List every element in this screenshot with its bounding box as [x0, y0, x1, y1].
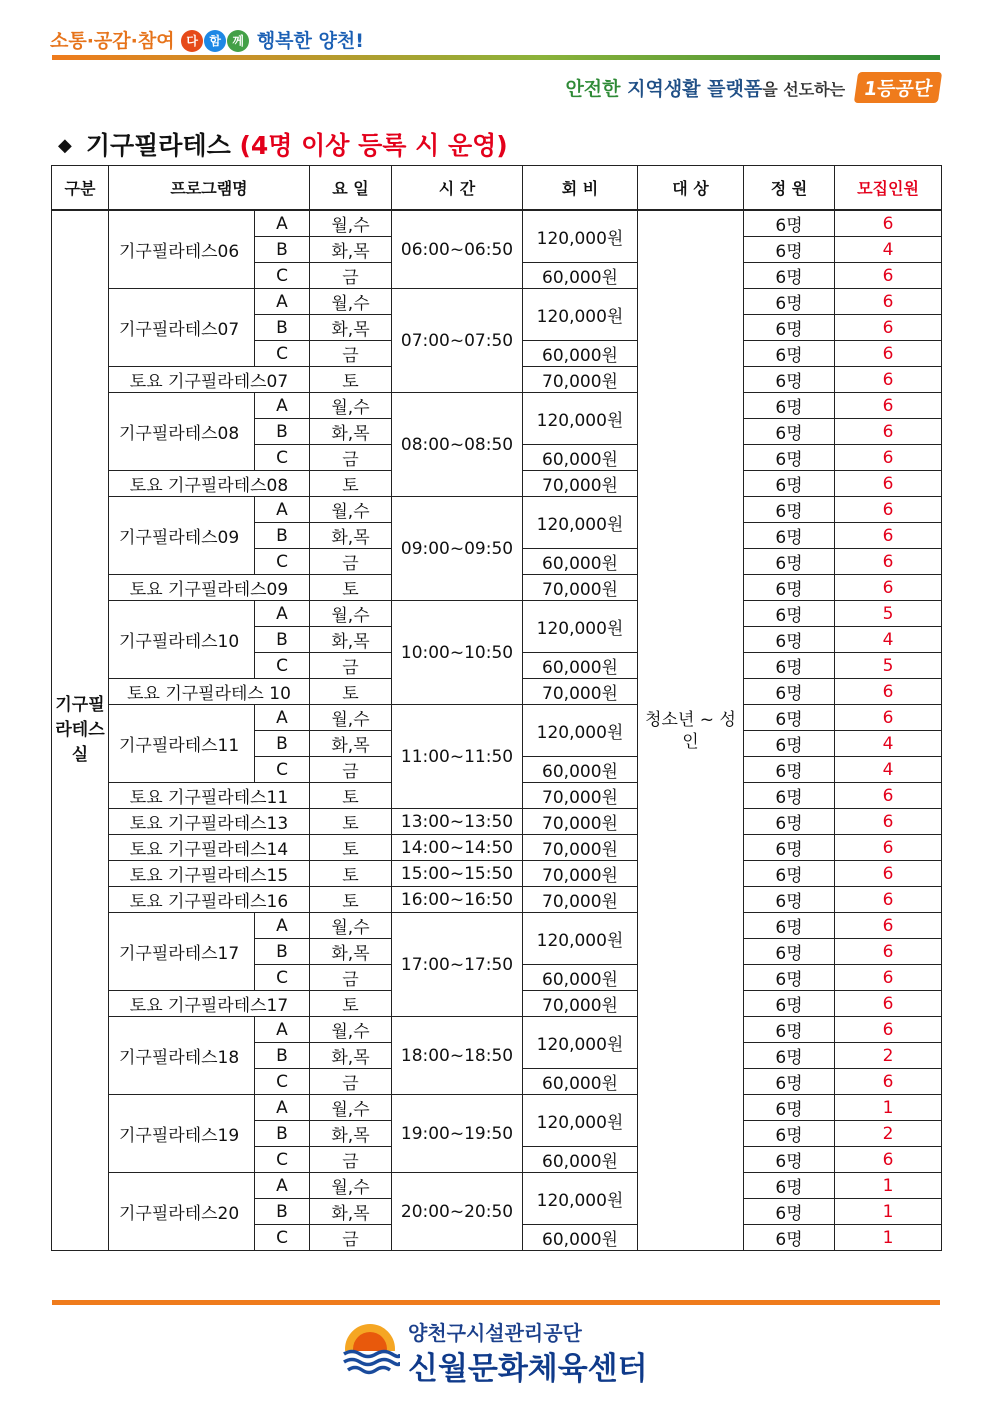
class-letter: C [255, 445, 310, 471]
fee-cell: 70,000원 [523, 991, 638, 1017]
recruit-cell: 2 [835, 1043, 942, 1069]
fee-cell: 120,000원 [523, 1095, 638, 1147]
class-letter: C [255, 341, 310, 367]
saturday-program-name: 토요 기구필라테스16 [109, 887, 310, 913]
slogan-badge: 께 [227, 30, 249, 52]
capacity-cell: 6명 [744, 289, 835, 315]
fee-cell: 70,000원 [523, 887, 638, 913]
fee-cell: 60,000원 [523, 757, 638, 783]
footer-center-name: 신월문화체육센터 [408, 1351, 648, 1387]
time-cell: 07:00~07:50 [392, 289, 523, 393]
time-cell: 06:00~06:50 [392, 210, 523, 289]
recruit-cell: 1 [835, 1199, 942, 1225]
fee-cell: 60,000원 [523, 653, 638, 679]
fee-cell: 70,000원 [523, 809, 638, 835]
recruit-cell: 6 [835, 783, 942, 809]
schedule-table [51, 165, 942, 1251]
day-cell: 화,목 [310, 1199, 392, 1225]
recruit-cell: 5 [835, 653, 942, 679]
class-letter: A [255, 1173, 310, 1199]
table-row [52, 705, 942, 731]
program-name: 기구필라테스17 [109, 913, 255, 991]
day-cell: 월,수 [310, 393, 392, 419]
footer-divider [52, 1300, 940, 1305]
time-cell: 19:00~19:50 [392, 1095, 523, 1173]
recruit-cell: 6 [835, 315, 942, 341]
day-cell: 화,목 [310, 939, 392, 965]
recruit-cell: 4 [835, 731, 942, 757]
class-letter: B [255, 237, 310, 263]
fee-cell: 60,000원 [523, 1225, 638, 1251]
capacity-cell: 6명 [744, 601, 835, 627]
day-cell: 월,수 [310, 1017, 392, 1043]
table-row [52, 601, 942, 627]
target-cell: 청소년 ~ 성 인 [638, 210, 744, 1251]
table-row [52, 393, 942, 419]
recruit-cell: 6 [835, 341, 942, 367]
recruit-cell: 4 [835, 627, 942, 653]
recruit-cell: 6 [835, 705, 942, 731]
day-cell: 화,목 [310, 1043, 392, 1069]
day-cell: 월,수 [310, 210, 392, 237]
day-cell: 토 [310, 991, 392, 1017]
fee-cell: 120,000원 [523, 497, 638, 549]
class-letter: C [255, 1147, 310, 1173]
header-target: 대 상 [638, 166, 744, 211]
class-letter: B [255, 315, 310, 341]
program-name: 기구필라테스11 [109, 705, 255, 783]
saturday-program-name: 토요 기구필라테스13 [109, 809, 310, 835]
table-row [52, 497, 942, 523]
class-letter: C [255, 1069, 310, 1095]
class-letter: A [255, 1095, 310, 1121]
class-letter: B [255, 731, 310, 757]
slogan-badge: 다 [181, 30, 203, 52]
day-cell: 금 [310, 341, 392, 367]
capacity-cell: 6명 [744, 523, 835, 549]
table-row [52, 1173, 942, 1199]
class-letter: B [255, 1121, 310, 1147]
day-cell: 금 [310, 1147, 392, 1173]
header-fee: 회 비 [523, 166, 638, 211]
day-cell: 금 [310, 445, 392, 471]
table-row [52, 913, 942, 939]
saturday-program-name: 토요 기구필라테스08 [109, 471, 310, 497]
day-cell: 화,목 [310, 1121, 392, 1147]
class-letter: C [255, 965, 310, 991]
capacity-cell: 6명 [744, 263, 835, 289]
time-cell: 13:00~13:50 [392, 809, 523, 835]
day-cell: 화,목 [310, 315, 392, 341]
capacity-cell: 6명 [744, 913, 835, 939]
capacity-cell: 6명 [744, 809, 835, 835]
capacity-cell: 6명 [744, 471, 835, 497]
recruit-cell: 6 [835, 575, 942, 601]
day-cell: 토 [310, 367, 392, 393]
program-name: 기구필라테스19 [109, 1095, 255, 1173]
capacity-cell: 6명 [744, 757, 835, 783]
class-letter: B [255, 627, 310, 653]
capacity-cell: 6명 [744, 497, 835, 523]
capacity-cell: 6명 [744, 861, 835, 887]
time-cell: 17:00~17:50 [392, 913, 523, 1017]
day-cell: 금 [310, 1069, 392, 1095]
diamond-bullet-icon: ◆ [58, 135, 72, 156]
recruit-cell: 6 [835, 835, 942, 861]
time-cell: 08:00~08:50 [392, 393, 523, 497]
program-name: 기구필라테스20 [109, 1173, 255, 1251]
capacity-cell: 6명 [744, 627, 835, 653]
fee-cell: 60,000원 [523, 445, 638, 471]
class-letter: B [255, 1043, 310, 1069]
fee-cell: 120,000원 [523, 1017, 638, 1069]
slogan-badge: 함 [204, 30, 226, 52]
fee-cell: 120,000원 [523, 601, 638, 653]
day-cell: 토 [310, 783, 392, 809]
day-cell: 토 [310, 835, 392, 861]
recruit-cell: 4 [835, 757, 942, 783]
saturday-program-name: 토요 기구필라테스07 [109, 367, 310, 393]
class-letter: C [255, 1225, 310, 1251]
vision-badge: 1등공단 [854, 72, 943, 103]
table-row [52, 1017, 942, 1043]
fee-cell: 60,000원 [523, 1147, 638, 1173]
fee-cell: 70,000원 [523, 835, 638, 861]
recruit-cell: 5 [835, 601, 942, 627]
fee-cell: 120,000원 [523, 393, 638, 445]
day-cell: 화,목 [310, 419, 392, 445]
day-cell: 금 [310, 549, 392, 575]
capacity-cell: 6명 [744, 575, 835, 601]
fee-cell: 120,000원 [523, 210, 638, 263]
capacity-cell: 6명 [744, 419, 835, 445]
capacity-cell: 6명 [744, 1225, 835, 1251]
title-note: (4명 이상 등록 시 운영) [239, 131, 508, 160]
fee-cell: 60,000원 [523, 549, 638, 575]
day-cell: 토 [310, 887, 392, 913]
vision-small-text: 을 선도하는 [762, 80, 846, 99]
day-cell: 금 [310, 653, 392, 679]
recruit-cell: 6 [835, 861, 942, 887]
day-cell: 월,수 [310, 913, 392, 939]
table-row [52, 210, 942, 237]
recruit-cell: 2 [835, 1121, 942, 1147]
saturday-program-name: 토요 기구필라테스 10 [109, 679, 310, 705]
saturday-program-name: 토요 기구필라테스17 [109, 991, 310, 1017]
day-cell: 토 [310, 809, 392, 835]
day-cell: 월,수 [310, 601, 392, 627]
time-cell: 10:00~10:50 [392, 601, 523, 705]
day-cell: 화,목 [310, 627, 392, 653]
capacity-cell: 6명 [744, 887, 835, 913]
class-letter: B [255, 1199, 310, 1225]
capacity-cell: 6명 [744, 835, 835, 861]
capacity-cell: 6명 [744, 1121, 835, 1147]
capacity-cell: 6명 [744, 549, 835, 575]
class-letter: B [255, 419, 310, 445]
fee-cell: 60,000원 [523, 965, 638, 991]
recruit-cell: 6 [835, 965, 942, 991]
class-letter: A [255, 705, 310, 731]
recruit-cell: 6 [835, 445, 942, 471]
capacity-cell: 6명 [744, 653, 835, 679]
class-letter: A [255, 913, 310, 939]
footer-org-name: 양천구시설관리공단 [408, 1321, 582, 1345]
capacity-cell: 6명 [744, 393, 835, 419]
class-letter: A [255, 601, 310, 627]
fee-cell: 70,000원 [523, 471, 638, 497]
day-cell: 토 [310, 861, 392, 887]
time-cell: 14:00~14:50 [392, 835, 523, 861]
program-name: 기구필라테스06 [109, 210, 255, 289]
fee-cell: 120,000원 [523, 705, 638, 757]
fee-cell: 70,000원 [523, 861, 638, 887]
recruit-cell: 6 [835, 523, 942, 549]
category-cell: 기구필라테스실 [52, 210, 109, 1251]
time-cell: 11:00~11:50 [392, 705, 523, 809]
slogan-part1: 소통·공감·참여 [50, 30, 175, 52]
capacity-cell: 6명 [744, 939, 835, 965]
recruit-cell: 6 [835, 471, 942, 497]
table-row [52, 861, 942, 887]
class-letter: A [255, 1017, 310, 1043]
recruit-cell: 6 [835, 1017, 942, 1043]
day-cell: 토 [310, 575, 392, 601]
table-row [52, 835, 942, 861]
table-row [52, 289, 942, 315]
recruit-cell: 6 [835, 809, 942, 835]
table-row [52, 1095, 942, 1121]
day-cell: 월,수 [310, 705, 392, 731]
day-cell: 토 [310, 679, 392, 705]
recruit-cell: 1 [835, 1095, 942, 1121]
capacity-cell: 6명 [744, 1147, 835, 1173]
day-cell: 금 [310, 1225, 392, 1251]
recruit-cell: 6 [835, 263, 942, 289]
title-main: 기구필라테스 [85, 131, 231, 160]
recruit-cell: 6 [835, 939, 942, 965]
recruit-cell: 6 [835, 991, 942, 1017]
time-cell: 18:00~18:50 [392, 1017, 523, 1095]
class-letter: B [255, 523, 310, 549]
capacity-cell: 6명 [744, 731, 835, 757]
capacity-cell: 6명 [744, 341, 835, 367]
vision-statement [565, 72, 940, 103]
page-title [58, 126, 508, 162]
slogan-part2: 행복한 양천! [256, 30, 364, 52]
recruit-cell: 6 [835, 887, 942, 913]
capacity-cell: 6명 [744, 1173, 835, 1199]
fee-cell: 60,000원 [523, 263, 638, 289]
program-name: 기구필라테스10 [109, 601, 255, 679]
capacity-cell: 6명 [744, 367, 835, 393]
day-cell: 토 [310, 471, 392, 497]
day-cell: 화,목 [310, 731, 392, 757]
recruit-cell: 6 [835, 549, 942, 575]
program-name: 기구필라테스08 [109, 393, 255, 471]
recruit-cell: 6 [835, 210, 942, 237]
header-recruit: 모집인원 [835, 166, 942, 211]
recruit-cell: 6 [835, 679, 942, 705]
vision-green-text: 안전한 [565, 78, 621, 100]
time-cell: 09:00~09:50 [392, 497, 523, 601]
capacity-cell: 6명 [744, 210, 835, 237]
day-cell: 금 [310, 757, 392, 783]
capacity-cell: 6명 [744, 965, 835, 991]
time-cell: 15:00~15:50 [392, 861, 523, 887]
class-letter: C [255, 653, 310, 679]
capacity-cell: 6명 [744, 315, 835, 341]
recruit-cell: 6 [835, 289, 942, 315]
header-divider [52, 55, 940, 60]
program-name: 기구필라테스07 [109, 289, 255, 367]
recruit-cell: 6 [835, 393, 942, 419]
fee-cell: 120,000원 [523, 289, 638, 341]
capacity-cell: 6명 [744, 1069, 835, 1095]
saturday-program-name: 토요 기구필라테스15 [109, 861, 310, 887]
day-cell: 금 [310, 263, 392, 289]
table-header-row [52, 166, 942, 211]
class-letter: B [255, 939, 310, 965]
recruit-cell: 6 [835, 1147, 942, 1173]
header-time: 시 간 [392, 166, 523, 211]
day-cell: 화,목 [310, 237, 392, 263]
class-letter: C [255, 757, 310, 783]
class-letter: A [255, 393, 310, 419]
class-letter: C [255, 549, 310, 575]
recruit-cell: 6 [835, 913, 942, 939]
recruit-cell: 4 [835, 237, 942, 263]
recruit-cell: 6 [835, 497, 942, 523]
fee-cell: 70,000원 [523, 367, 638, 393]
header-category: 구분 [52, 166, 109, 211]
capacity-cell: 6명 [744, 445, 835, 471]
capacity-cell: 6명 [744, 1095, 835, 1121]
recruit-cell: 6 [835, 1069, 942, 1095]
header-capacity: 정 원 [744, 166, 835, 211]
capacity-cell: 6명 [744, 991, 835, 1017]
fee-cell: 70,000원 [523, 679, 638, 705]
header-slogan [50, 26, 364, 53]
fee-cell: 70,000원 [523, 783, 638, 809]
table-body [52, 210, 942, 1251]
capacity-cell: 6명 [744, 1017, 835, 1043]
vision-blue-text: 지역생활 플랫폼 [627, 78, 763, 100]
fee-cell: 60,000원 [523, 341, 638, 367]
class-letter: A [255, 289, 310, 315]
saturday-program-name: 토요 기구필라테스11 [109, 783, 310, 809]
capacity-cell: 6명 [744, 1199, 835, 1225]
capacity-cell: 6명 [744, 1043, 835, 1069]
day-cell: 월,수 [310, 497, 392, 523]
day-cell: 화,목 [310, 523, 392, 549]
table-row [52, 887, 942, 913]
recruit-cell: 1 [835, 1225, 942, 1251]
capacity-cell: 6명 [744, 679, 835, 705]
class-letter: A [255, 497, 310, 523]
capacity-cell: 6명 [744, 783, 835, 809]
saturday-program-name: 토요 기구필라테스09 [109, 575, 310, 601]
recruit-cell: 6 [835, 367, 942, 393]
header-day: 요 일 [310, 166, 392, 211]
time-cell: 20:00~20:50 [392, 1173, 523, 1251]
recruit-cell: 6 [835, 419, 942, 445]
fee-cell: 120,000원 [523, 1173, 638, 1225]
day-cell: 월,수 [310, 289, 392, 315]
class-letter: C [255, 263, 310, 289]
day-cell: 금 [310, 965, 392, 991]
header-program: 프로그램명 [109, 166, 310, 211]
capacity-cell: 6명 [744, 705, 835, 731]
table-row [52, 809, 942, 835]
fee-cell: 120,000원 [523, 913, 638, 965]
day-cell: 월,수 [310, 1095, 392, 1121]
program-name: 기구필라테스18 [109, 1017, 255, 1095]
fee-cell: 60,000원 [523, 1069, 638, 1095]
sun-wave-logo-icon [340, 1321, 400, 1381]
day-cell: 월,수 [310, 1173, 392, 1199]
recruit-cell: 1 [835, 1173, 942, 1199]
saturday-program-name: 토요 기구필라테스14 [109, 835, 310, 861]
capacity-cell: 6명 [744, 237, 835, 263]
time-cell: 16:00~16:50 [392, 887, 523, 913]
fee-cell: 70,000원 [523, 575, 638, 601]
class-letter: A [255, 210, 310, 237]
program-name: 기구필라테스09 [109, 497, 255, 575]
